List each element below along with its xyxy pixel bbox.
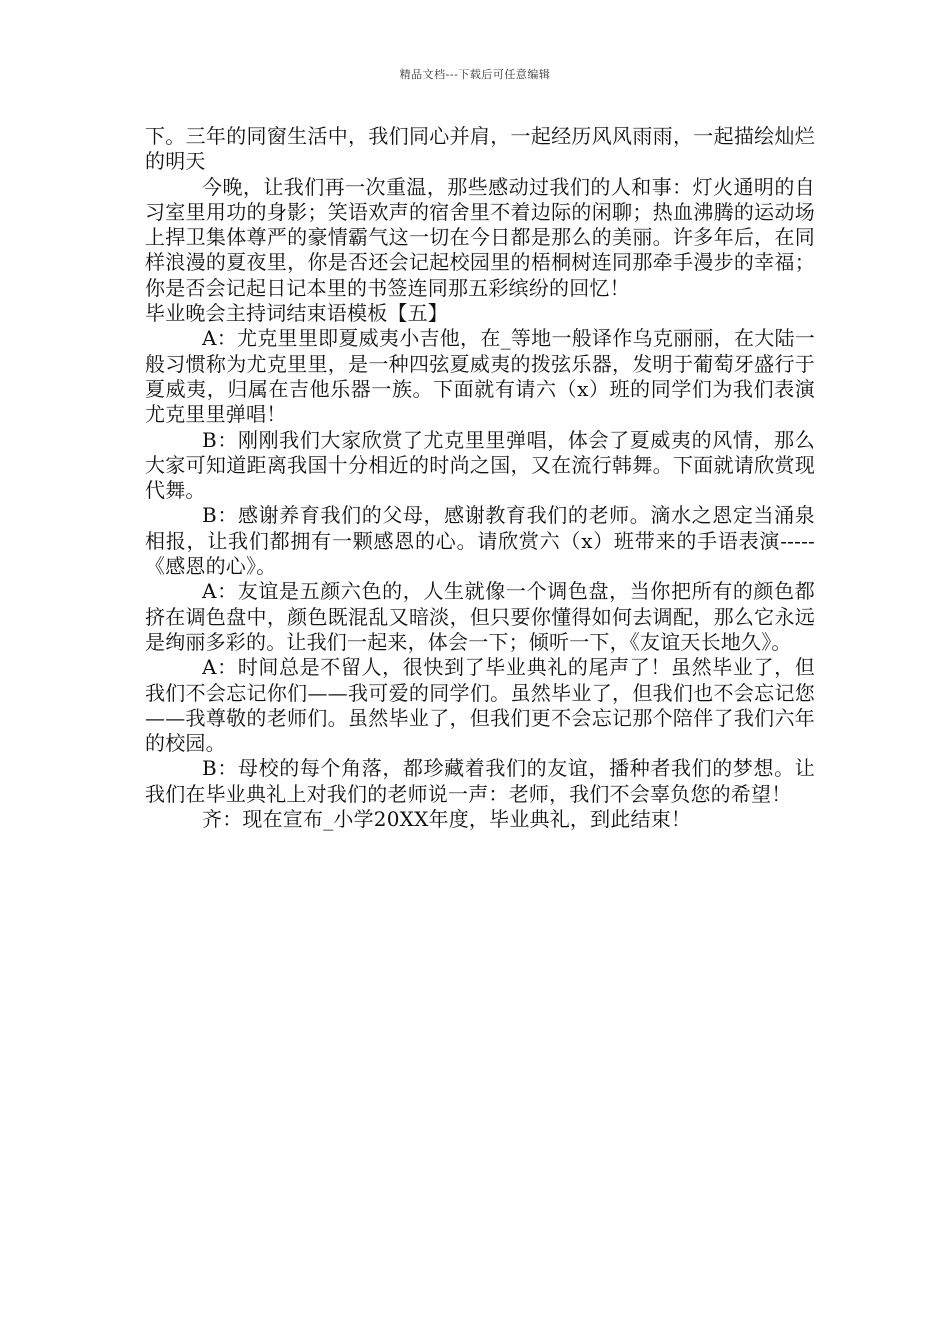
paragraph-host-b-dance: B：刚刚我们大家欣赏了尤克里里弹唱，体会了夏威夷的风情，那么大家可知道距离我国十分相近的时尚之国，又在流行韩舞。下面就请欣赏现代舞。 [145,427,815,503]
paragraph-host-a-friendship: A：友谊是五颜六色的，人生就像一个调色盘，当你把所有的颜色都挤在调色盘中，颜色既混乱又暗淡，但只要你懂得如何去调配，那么它永远是绚丽多彩的。让我们一起来，体会一下；倾听一下，《友谊天长地久》。 [145,579,815,654]
paragraph-host-a-farewell: A：时间总是不留人，很快到了毕业典礼的尾声了！虽然毕业了，但我们不会忘记你们——我可爱的同学们。虽然毕业了，但我们也不会忘记您——我尊敬的老师们。虽然毕业了，但我们更不会忘记那个陪伴了我们六年的校园。 [145,655,815,756]
paragraph-continuation: 下。三年的同窗生活中，我们同心并肩，一起经历风风雨雨，一起描绘灿烂的明天 [145,124,815,174]
page-header: 精品文档---下载后可任意编辑 [399,68,551,81]
paragraph-host-b-gratitude: B：感谢养育我们的父母，感谢教育我们的老师。滴水之恩定当涌泉相报，让我们都拥有一颗感恩的心。请欣赏六（x）班带来的手语表演-----《感恩的心》。 [145,503,815,579]
paragraph-host-b-school: B：母校的每个角落，都珍藏着我们的友谊，播种者我们的梦想。让我们在毕业典礼上对我们的老师说一声：老师，我们不会辜负您的希望！ [145,756,815,806]
paragraph-host-a-ukulele: A：尤克里里即夏威夷小吉他，在_等地一般译作乌克丽丽，在大陆一般习惯称为尤克里里，是一种四弦夏威夷的拨弦乐器，发明于葡萄牙盛行于夏威夷，归属在吉他乐器一族。下面就有请六（x）班的同学们为我们表演尤克里里弹唱！ [145,326,815,427]
document-body [145,124,815,832]
section-heading: 毕业晚会主持词结束语模板【五】 [145,301,448,326]
paragraph-tonight: 今晚，让我们再一次重温，那些感动过我们的人和事：灯火通明的自习室里用功的身影；笑语欢声的宿舍里不着边际的闲聊；热血沸腾的运动场上捍卫集体尊严的豪情霸气这一切在今日都是那么的美丽。许多年后，在同样浪漫的夏夜里，你是否还会记起校园里的梧桐树连同那牵手漫步的幸福；你是否会记起日记本里的书签连同那五彩缤纷的回忆！ [145,174,815,300]
paragraph-all-closing: 齐：现在宣布_小学20XX年度，毕业典礼，到此结束！ [202,807,692,832]
